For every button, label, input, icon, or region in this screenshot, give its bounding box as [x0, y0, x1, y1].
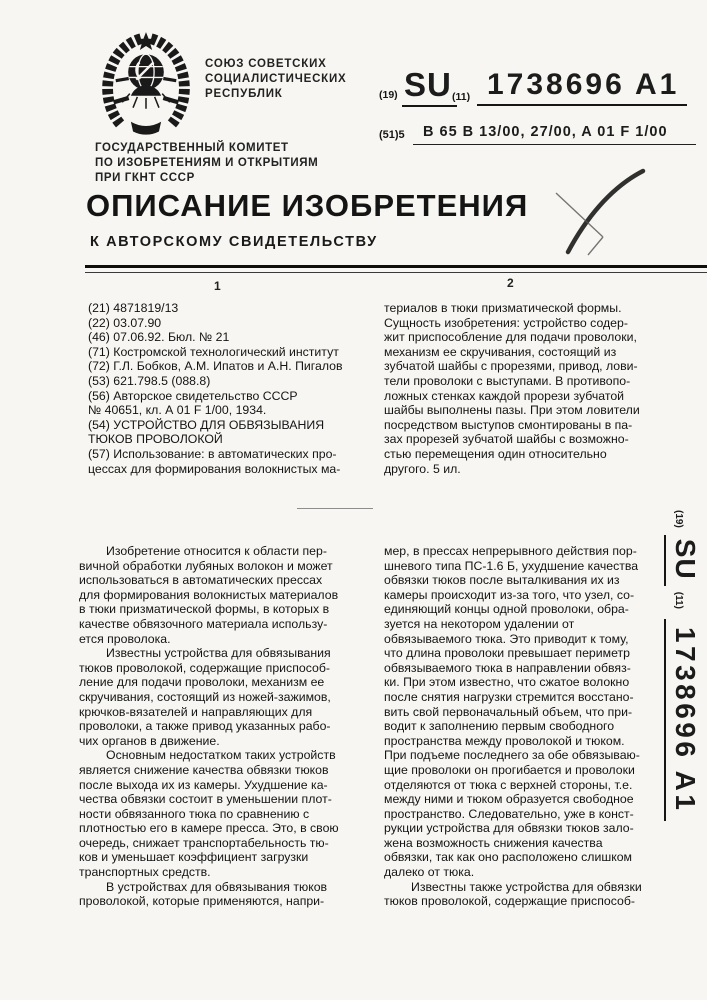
text-line: ется проволока.: [79, 631, 171, 646]
section-divider: [297, 508, 373, 509]
text-line: обвязки тюков после выталкивания их из: [384, 573, 620, 588]
text-line: (71) Костромской технологический институт: [88, 344, 339, 359]
text-line: камеры происходит из-за того, что узел, со-: [384, 587, 635, 602]
text-line: При подъеме последнего за обе обвязываю-: [384, 748, 640, 763]
text-line: чих органов в движение.: [79, 733, 220, 748]
text-line: что длина проволоки превышает периметр: [384, 646, 630, 661]
text-line: жена возможность снижения качества: [384, 835, 603, 850]
text-line: чества обвязки состоит в уменьшении плот-: [79, 792, 332, 807]
inid-code-51: (51)5: [379, 129, 405, 141]
text-line: после снятия нагрузки стремится восстано-: [384, 689, 634, 704]
body-column-right: [384, 544, 658, 909]
text-line: пространства между проволокой и тюком.: [384, 733, 625, 748]
text-line: тели проволоки с выступами. В противопо-: [384, 373, 631, 388]
text-line: ности обвязанного тюка по сравнению с: [79, 806, 310, 821]
paragraph: [79, 880, 363, 909]
text-line: стью перемещения один относительно: [384, 446, 607, 461]
text-line: (53) 621.798.5 (088.8): [88, 373, 211, 388]
handwritten-mark: [530, 160, 660, 260]
text-line: шневого типа ПС-1.6 Б, ухудшение качества: [384, 558, 639, 573]
text-line: рукции устройства для обвязки тюков зало-: [384, 821, 634, 836]
text-line: после выхода их из камеры. Ухудшение ка-: [79, 777, 328, 792]
header-divider-thin: [85, 272, 707, 273]
sidebar-document-number: 1738696 A1: [664, 619, 701, 822]
text-line: шайбы выполнены пазы. При этом ловители: [384, 403, 640, 418]
text-line: водит к заполнению первым свободного: [384, 719, 615, 734]
text-line: ки. При этом известно, что сжатое волокно: [384, 675, 630, 690]
text-line: обвязываемого тюка в направлении обвяз-: [384, 660, 631, 675]
text-line: щие проволоки он прогибается и проволоки: [384, 762, 635, 777]
header-divider-thick: [85, 265, 707, 268]
text-line: Изобретение относится к области пер-: [106, 544, 327, 558]
ipc-classification: B 65 B 13/00, 27/00, A 01 F 1/00: [413, 124, 696, 145]
inid-code-19: (19): [379, 89, 398, 101]
text-line: пространство. Следовательно, уже в конст-: [384, 806, 634, 821]
text-line: Основным недостатком таких устройств: [106, 748, 336, 763]
text-line: плотностью его в камере пресса. Это, в свою: [79, 821, 339, 836]
text-line: для формирования волокнистых материалов: [79, 587, 339, 602]
issuing-committee: ГОСУДАРСТВЕННЫЙ КОМИТЕТ ПО ИЗОБРЕТЕНИЯМ И ОТКРЫТИЯМ ПРИ ГКНТ СССР: [95, 142, 319, 184]
text-line: транспортных средств.: [79, 865, 211, 880]
text-line: зубчатой шайбы с прорезями, привод, лови-: [384, 359, 638, 374]
paragraph: [79, 646, 363, 748]
text-line: проволоки, а также привод указанных рабо-: [79, 719, 331, 734]
text-line: № 40651, кл. А 01 F 1/00, 1934.: [88, 403, 267, 418]
document-number: 1738696 A1: [477, 68, 687, 106]
text-line: ложных стенках каждой прорези зубчатой: [384, 388, 625, 403]
sidebar-inid-11: (11): [673, 591, 684, 609]
text-line: ТЮКОВ ПРОВОЛОКОЙ: [88, 432, 223, 447]
text-line: очередь, снижает транспортабельность тю-: [79, 835, 329, 850]
text-line: тюков проволокой, содержащие приспособ-: [79, 660, 330, 675]
text-line: единяющий концы одной проволоки, обра-: [384, 602, 629, 617]
text-line: отделяются от тюка с верхней стороны, т.е.: [384, 777, 633, 792]
country-name: СОЮЗ СОВЕТСКИХ СОЦИАЛИСТИЧЕСКИХ РЕСПУБЛИК: [205, 58, 347, 100]
text-line: качестве обвязочного материала использу-: [79, 616, 328, 631]
text-line: териалов в тюки призматической формы.: [384, 301, 622, 315]
document-title: ОПИСАНИЕ ИЗОБРЕТЕНИЯ: [86, 188, 529, 223]
inid-code-11: (11): [452, 91, 471, 103]
text-line: (22) 03.07.90: [88, 315, 162, 330]
text-line: Известны устройства для обвязывания: [106, 646, 331, 661]
sidebar-inid-19: (19): [673, 510, 684, 528]
text-line: использоваться в автоматических прессах: [79, 573, 323, 588]
text-line: зах прорезей зубчатой шайбы с возможно-: [384, 432, 629, 447]
text-line: ление для подачи проволоки, механизм ее: [79, 675, 325, 690]
text-line: вичной обработки лубяных волокон и может: [79, 558, 333, 573]
sidebar-document-id: [651, 510, 701, 892]
country-code: SU: [402, 66, 457, 107]
text-line: В устройствах для обвязывания тюков: [106, 879, 328, 894]
text-line: крючков-вязателей и направляющих для: [79, 704, 313, 719]
paragraph: [79, 544, 363, 646]
text-line: ков и уменьшает коэффициент загрузки: [79, 850, 309, 865]
paragraph: [79, 748, 363, 879]
text-line: (21) 4871819/13: [88, 301, 179, 315]
ussr-emblem-icon: [92, 30, 200, 140]
text-line: (46) 07.06.92. Бюл. № 21: [88, 330, 230, 345]
text-line: проволокой, которые применяются, напри-: [79, 894, 325, 909]
body-column-left: [79, 544, 363, 909]
text-line: скручивания, состоящий из ножей-зажимов,: [79, 689, 331, 704]
text-line: Сущность изобретения: устройство содер-: [384, 315, 628, 330]
abstract-text: [384, 301, 658, 476]
text-line: другого. 5 ил.: [384, 461, 461, 476]
text-line: мер, в прессах непрерывного действия пор-: [384, 544, 637, 558]
text-line: посредством выступов смонтированы в па-: [384, 417, 633, 432]
text-line: обвязываемого тюка. Это приводит к тому,: [384, 631, 629, 646]
text-line: тюков проволокой, содержащие приспособ-: [384, 894, 635, 909]
text-line: жит приспособление для подачи проволоки,: [384, 330, 637, 345]
paragraph: [384, 544, 658, 880]
paragraph: [384, 880, 658, 909]
text-line: зуется на некотором удалении от: [384, 616, 575, 631]
column-number-1: 1: [214, 279, 221, 293]
text-line: (56) Авторское свидетельство СССР: [88, 388, 298, 403]
text-line: цессах для формирования волокнистых ма-: [88, 461, 341, 476]
document-subtitle: К АВТОРСКОМУ СВИДЕТЕЛЬСТВУ: [90, 234, 378, 250]
text-line: далеко от тюка.: [384, 865, 475, 880]
text-line: между ними и тюком образуется свободное: [384, 792, 634, 807]
column-number-2: 2: [507, 276, 514, 290]
text-line: вить свой первоначальный объем, что при-: [384, 704, 633, 719]
text-line: является снижение качества обвязки тюков: [79, 762, 329, 777]
text-line: (57) Использование: в автоматических про-: [88, 446, 337, 461]
text-line: (72) Г.Л. Бобков, А.М. Ипатов и А.Н. Пигалов: [88, 359, 343, 374]
text-line: (54) УСТРОЙСТВО ДЛЯ ОБВЯЗЫВАНИЯ: [88, 417, 325, 432]
sidebar-country-code: SU: [664, 535, 701, 586]
text-line: в тюки призматической формы, в которых в: [79, 602, 330, 617]
bibliographic-data: [88, 301, 364, 476]
text-line: Известны также устройства для обвязки: [411, 879, 642, 894]
text-line: механизм ее скручивания, состоящий из: [384, 344, 617, 359]
text-line: обвязки, так как оно расположено слишком: [384, 850, 633, 865]
